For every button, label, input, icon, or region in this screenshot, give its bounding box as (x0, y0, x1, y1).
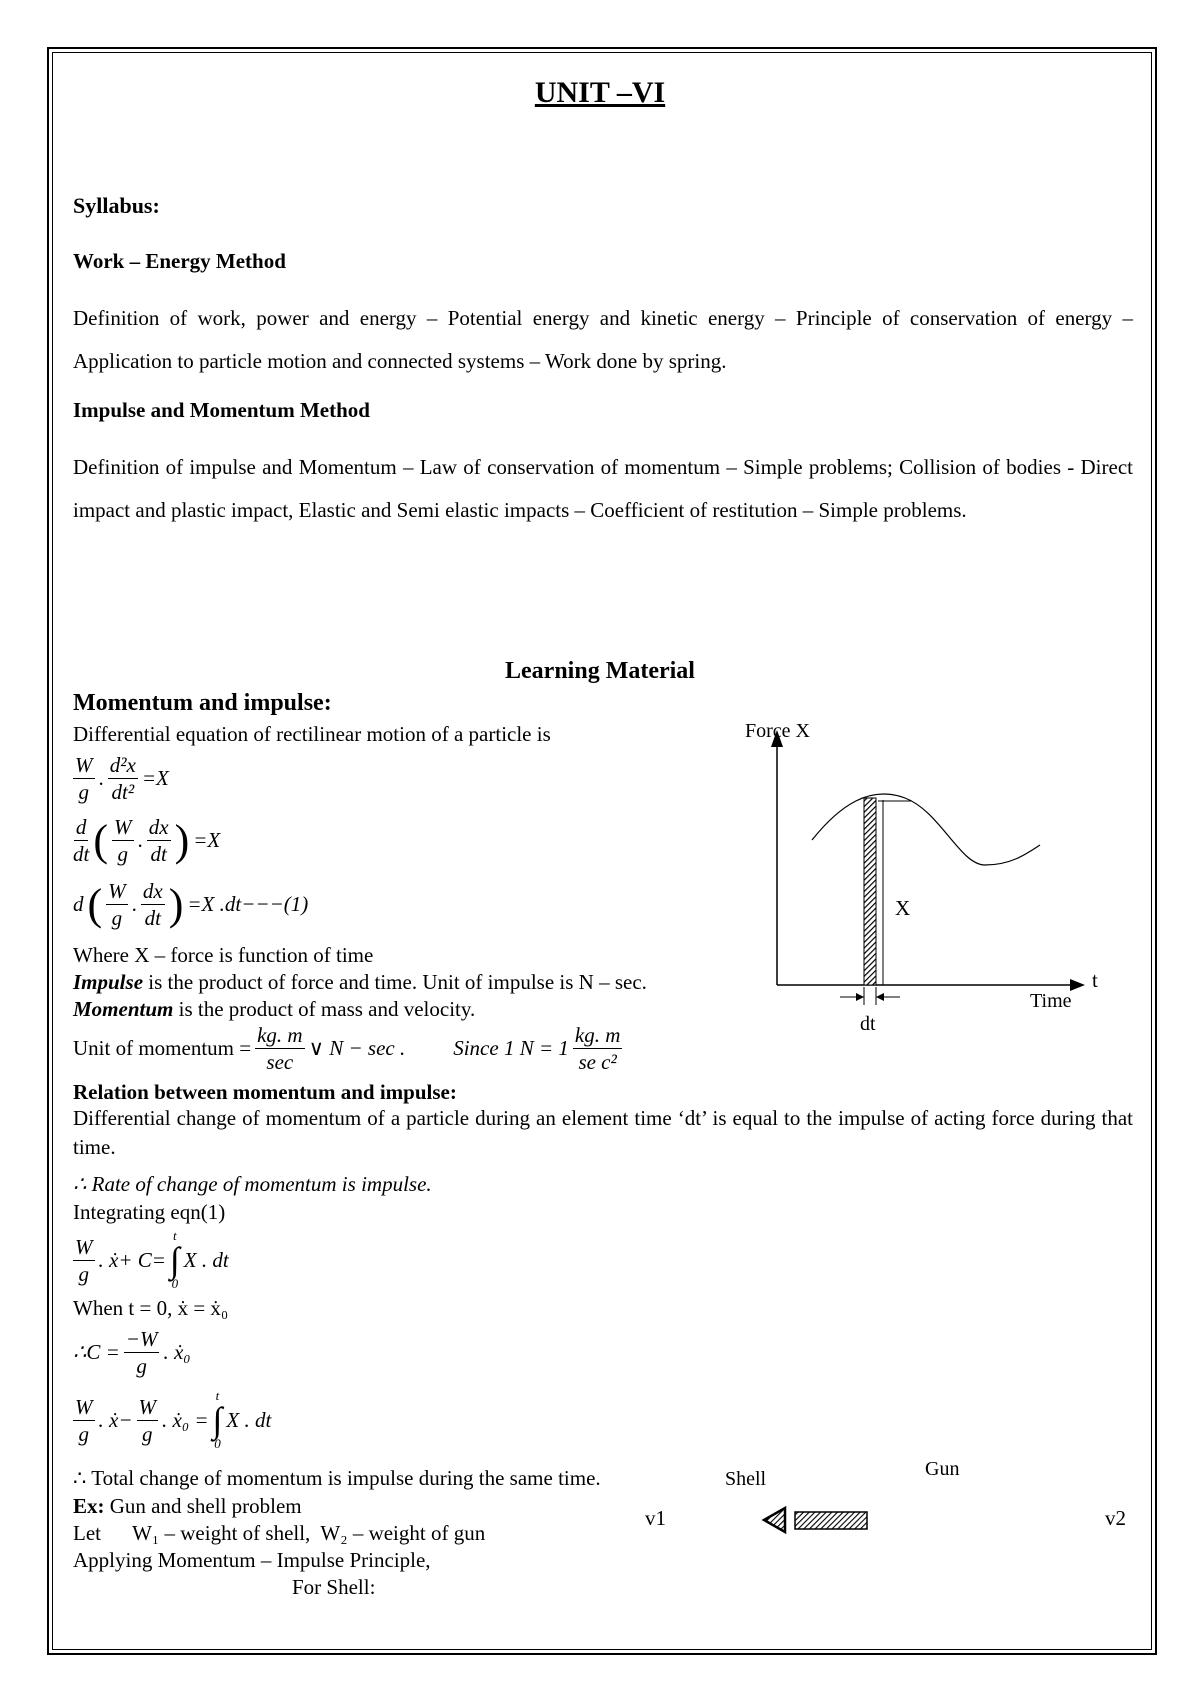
section-heading-impulse-momentum: Impulse and Momentum Method (73, 398, 370, 422)
graph-dt-label: dt (860, 1013, 876, 1035)
momentum-impulse-heading: Momentum and impulse: (73, 690, 332, 716)
gun-icon (795, 1512, 867, 1529)
equation-differential-impulse: d ( $\frac{W}{g}$ . $\frac{dx}{dt}$ ) =X .dt−−−(1) (73, 879, 309, 930)
syllabus-heading: Syllabus: (73, 193, 160, 218)
dt-arrow-left-icon (856, 993, 864, 1001)
force-time-graph (740, 715, 1110, 1045)
relation-text: Differential change of momentum of a particle during an element time ‘dt’ is equal to the impulse of acting force during that time. (73, 1106, 1133, 1159)
impulse-strip-hatch (864, 798, 876, 985)
fraction-w-g: $\frac{W}{g}$ (75, 753, 93, 804)
for-shell-line: For Shell: (292, 1575, 376, 1599)
total-change-text: ∴ Total change of momentum is impulse during the same time. (73, 1466, 601, 1490)
section-text-work-energy: Definition of work, power and energy – Potential energy and kinetic energy – Principle of conservation of energy – Application to particle motion and connected systems – Work done by spring. (73, 306, 1133, 373)
when-text: When t = 0, ẋ = ẋ₀ (73, 1296, 229, 1320)
example-line: Ex: Gun and shell problem (73, 1494, 302, 1518)
graph-x-symbol: t (1092, 968, 1098, 992)
dt-arrow-right-icon (876, 993, 884, 1001)
section-heading-work-energy: Work – Energy Method (73, 249, 286, 273)
relation-heading: Relation between momentum and impulse: (73, 1080, 457, 1104)
impulse-definition: Impulse is the product of force and time. Unit of impulse is N – sec. (73, 970, 647, 994)
graph-y-label: Force X (745, 720, 810, 742)
where-text: Where X – force is function of time (73, 943, 374, 967)
momentum-definition: Momentum is the product of mass and velocity. (73, 997, 476, 1021)
graph-strip-label: X (895, 896, 911, 920)
x-axis-arrow-icon (1070, 979, 1085, 991)
section-text-impulse-momentum: Definition of impulse and Momentum – Law of conservation of momentum – Simple problems; Collision of bodies - Direct impact and plastic impact, Elastic and Semi elastic impacts – Coefficient of restitution – Simple problems. (73, 455, 1133, 522)
applying-line: Applying Momentum – Impulse Principle, (73, 1548, 431, 1572)
fraction-d2x-dt2: $\frac{\text{d²x}}{\text{dt²}}$ (109, 753, 136, 804)
shell-label: Shell (725, 1468, 767, 1490)
v2-label: v2 (1105, 1506, 1126, 1530)
equation-derivative: $\frac{d}{dt}$ ( $\frac{W}{g}$ . $\frac{dx}{dt}$ ) =X (73, 815, 221, 866)
integrating-text: Integrating eqn(1) (73, 1200, 226, 1224)
gun-shell-diagram (640, 1460, 1140, 1550)
integral-equation-1: $\frac{W}{g}$ . ẋ+ C= t ∫ 0 X . dt (75, 1228, 229, 1291)
v1-label: v1 (645, 1506, 666, 1530)
rate-text: ∴ Rate of change of momentum is impulse. (73, 1172, 432, 1196)
shell-icon (764, 1508, 785, 1532)
unit-of-momentum: Unit of momentum = $\frac{kg. m}{\sec}$ ∨ N − sec . Since 1 N = 1 $\frac{kg. m}{\text{se c²}}$ (73, 1023, 621, 1074)
integral-equation-2: $\frac{W}{g}$ . ẋ− $\frac{W}{g}$ . ẋ₀ = t ∫ 0 X . dt (75, 1388, 272, 1451)
let-line: Let W₁ – weight of shell, W₂ – weight of gun (73, 1521, 486, 1545)
page-title: UNIT –VI (534, 76, 666, 109)
diff-eq-intro: Differential equation of rectilinear motion of a particle is (73, 722, 551, 746)
force-curve (812, 794, 1040, 865)
graph-x-label: Time (1030, 990, 1072, 1012)
constant-equation: ∴C = $\frac{-W}{g}$ . ẋ₀ (73, 1327, 191, 1378)
learning-material-heading: Learning Material (505, 658, 695, 684)
gun-label: Gun (925, 1460, 960, 1480)
equation-motion: $\frac{W}{g}$ . $\frac{\text{d²x}}{\text{dt²}}$ =X (75, 753, 169, 804)
